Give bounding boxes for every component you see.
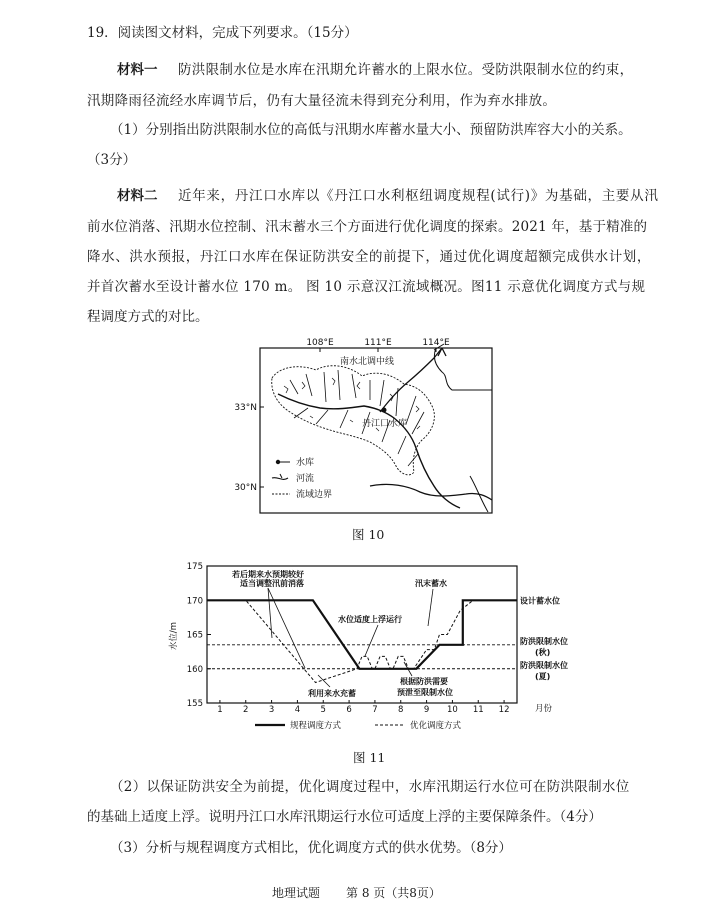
route-label: 南水北调中线 [340,357,395,367]
reference-sublabel: (秋) [535,647,551,657]
y-tick-label: 155 [186,699,203,709]
material2-text: 程调度方式的对比。 [87,309,209,325]
material1-label: 材料一 [117,62,158,78]
reference-label: 防洪限制水位 [520,660,568,670]
lon-label: 114°E [422,338,450,348]
legend-item: 优化调度方式 [410,721,462,731]
basin-map [220,336,510,522]
y-tick-label: 165 [186,630,203,641]
annotation: 利用来水充蓄 [308,689,356,698]
question-1: （3分） [87,152,137,168]
lon-label: 111°E [364,338,392,348]
question-1: （1）分别指出防洪限制水位的高低与汛期水库蓄水量大小、预留防洪库容大小的关系。 [110,122,632,138]
legend-reservoir: 水库 [296,458,315,468]
annotation: 适当调整汛前消落 [240,579,304,588]
x-tick-label: 10 [447,705,458,715]
x-tick-label: 4 [294,705,301,715]
x-tick-label: 2 [243,705,249,715]
question-2: （2）以保证防洪安全为前提，优化调度过程中，水库汛期运行水位可在防洪限制水位 [110,779,630,795]
reservoir-marker [382,408,387,413]
x-tick-label: 5 [320,705,326,715]
footer-page: 第 8 页（共8页） [346,886,441,900]
y-tick-label: 175 [186,562,203,572]
lat-label: 30°N [234,483,257,493]
annotation: 汛末蓄水 [415,579,447,588]
legend-river: 河流 [296,474,315,484]
annotation: 预泄至限制水位 [397,688,453,697]
material1-text: 汛期降雨径流经水库调节后，仍有大量径流未得到充分利用，作为弃水排放。 [87,93,557,109]
reference-sublabel: (夏) [535,671,551,681]
question-title: 19．阅读图文材料，完成下列要求。（15分） [87,25,358,41]
x-tick-label: 12 [498,705,510,715]
x-tick-label: 9 [423,705,430,715]
figure10-caption: 图 10 [352,527,385,542]
annotation: 根据防洪需要 [400,677,448,686]
reference-label: 防洪限制水位 [520,636,568,646]
x-tick-label: 7 [372,705,378,715]
figure11-caption: 图 11 [353,750,386,765]
y-tick-label: 160 [186,664,203,675]
material2-text: 前水位消落、汛期水位控制、汛末蓄水三个方面进行优化调度的探索。2021 年，基于精准的 [87,219,648,235]
annotation: 若后期来水预期较好 [232,570,304,579]
material2-text: 并首次蓄水至设计蓄水位 170 m。 图 10 示意汉江流域概况。图11 示意优化调度方式与规 [87,279,646,295]
lon-label: 108°E [306,338,334,348]
reference-label: 设计蓄水位 [520,596,560,606]
lat-label: 33°N [234,403,257,413]
legend-item: 规程调度方式 [290,721,342,731]
material1-text: 防洪限制水位是水库在汛期允许蓄水的上限水位。受防洪限制水位的约束， [178,62,634,78]
y-axis-label: 水位/m [169,621,179,651]
material2-text: 近年来，丹江口水库以《丹江口水利枢纽调度规程(试行)》为基础，主要从汛 [178,188,659,204]
x-tick-label: 11 [472,705,484,715]
reservoir-label: 丹江口水库 [362,419,408,429]
y-tick-label: 170 [186,596,203,607]
material2-text: 降水、洪水预报，丹江口水库在保证防洪安全的前提下，通过优化调度超额完成供水计划， [87,249,651,265]
x-tick-label: 1 [217,705,223,715]
annotation: 水位适度上浮运行 [338,615,402,624]
material2-label: 材料二 [117,188,158,204]
x-tick-label: 3 [268,705,275,715]
footer-subject: 地理试题 [272,886,321,900]
x-axis-label: 月份 [534,704,552,714]
legend-boundary: 流域边界 [296,490,333,500]
question-2: 的基础上适度上浮。说明丹江口水库汛期运行水位可适度上浮的主要保障条件。（4分） [87,809,602,825]
water-level-chart [160,556,568,741]
x-tick-label: 8 [398,705,404,715]
x-tick-label: 6 [346,705,352,715]
question-3: （3）分析与规程调度方式相比，优化调度方式的供水优势。（8分） [110,840,512,856]
